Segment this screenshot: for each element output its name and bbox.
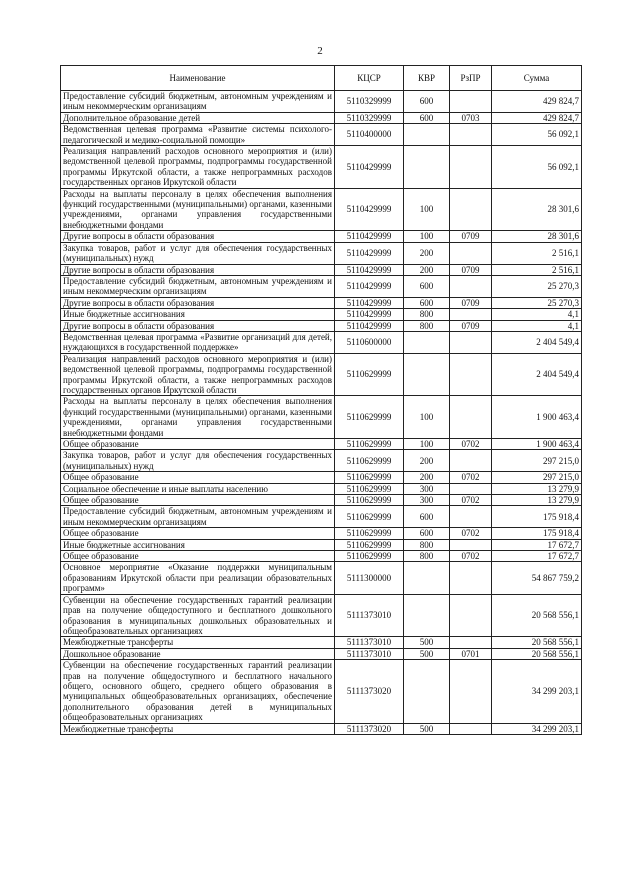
cell-kcsr: 5111373010 bbox=[335, 594, 404, 637]
cell-kvr: 600 bbox=[404, 275, 450, 297]
cell-name: Дошкольное образование bbox=[61, 648, 335, 659]
cell-rzpr bbox=[450, 396, 492, 439]
cell-name: Субвенции на обеспечение государственных гарантий реализации прав на получение общедоступного и бесплатного дошкольного образования в муниципальных дошкольных образовательных и общеобразовательных организациях bbox=[61, 594, 335, 637]
table-row bbox=[61, 188, 582, 231]
cell-name: Предоставление субсидий бюджетным, автономным учреждениям и иным некоммерческим организациям bbox=[61, 91, 335, 113]
table-row bbox=[61, 648, 582, 659]
cell-rzpr: 0709 bbox=[450, 297, 492, 308]
cell-kcsr: 5110600000 bbox=[335, 331, 404, 353]
cell-rzpr: 0709 bbox=[450, 231, 492, 242]
cell-kvr: 200 bbox=[404, 264, 450, 275]
cell-name: Общее образование bbox=[61, 472, 335, 483]
cell-kvr: 500 bbox=[404, 723, 450, 734]
cell-kvr: 600 bbox=[404, 112, 450, 123]
cell-name: Другие вопросы в области образования bbox=[61, 231, 335, 242]
cell-name: Иные бюджетные ассигнования bbox=[61, 309, 335, 320]
cell-sum: 25 270,3 bbox=[492, 275, 582, 297]
cell-kvr: 100 bbox=[404, 396, 450, 439]
cell-sum: 2 516,1 bbox=[492, 242, 582, 264]
cell-name: Другие вопросы в области образования bbox=[61, 320, 335, 331]
cell-rzpr: 0702 bbox=[450, 495, 492, 506]
table-row bbox=[61, 551, 582, 562]
cell-rzpr bbox=[450, 539, 492, 550]
cell-kvr: 200 bbox=[404, 472, 450, 483]
table-row bbox=[61, 450, 582, 472]
cell-sum: 56 092,1 bbox=[492, 124, 582, 146]
cell-name: Предоставление субсидий бюджетным, автономным учреждениям и иным некоммерческим организациям bbox=[61, 506, 335, 528]
table-row bbox=[61, 275, 582, 297]
cell-kvr: 200 bbox=[404, 242, 450, 264]
cell-rzpr bbox=[450, 594, 492, 637]
cell-rzpr bbox=[450, 637, 492, 648]
cell-kcsr: 5110629999 bbox=[335, 439, 404, 450]
cell-kvr bbox=[404, 594, 450, 637]
cell-kvr: 600 bbox=[404, 528, 450, 539]
table-row bbox=[61, 91, 582, 113]
cell-name: Ведомственная целевая программа «Развитие системы психолого-педагогической и медико-социальной помощи» bbox=[61, 124, 335, 146]
header-rzpr: РзПР bbox=[450, 66, 492, 91]
cell-kcsr: 5111300000 bbox=[335, 562, 404, 594]
cell-rzpr bbox=[450, 124, 492, 146]
cell-rzpr: 0703 bbox=[450, 112, 492, 123]
table-row bbox=[61, 660, 582, 723]
cell-sum: 2 404 549,4 bbox=[492, 353, 582, 396]
table-row bbox=[61, 396, 582, 439]
cell-kvr: 500 bbox=[404, 648, 450, 659]
cell-kvr bbox=[404, 146, 450, 189]
table-row bbox=[61, 506, 582, 528]
cell-kcsr: 5111373010 bbox=[335, 648, 404, 659]
cell-kcsr: 5110429999 bbox=[335, 309, 404, 320]
table-row bbox=[61, 495, 582, 506]
cell-name: Другие вопросы в области образования bbox=[61, 297, 335, 308]
cell-kvr bbox=[404, 331, 450, 353]
cell-kcsr: 5110629999 bbox=[335, 396, 404, 439]
cell-rzpr bbox=[450, 450, 492, 472]
table-row bbox=[61, 231, 582, 242]
table-row bbox=[61, 637, 582, 648]
cell-sum: 4,1 bbox=[492, 320, 582, 331]
table-row bbox=[61, 242, 582, 264]
cell-name: Субвенции на обеспечение государственных гарантий реализации прав на получение общедоступного и бесплатного начального общего, основного общего, среднего общего образования в муниципальных общеобразовательных организациях, обеспечение дополнительного образования детей в муниципальных общеобразовательных организациях bbox=[61, 660, 335, 723]
header-kvr: КВР bbox=[404, 66, 450, 91]
cell-rzpr bbox=[450, 275, 492, 297]
cell-kvr: 500 bbox=[404, 637, 450, 648]
cell-rzpr: 0709 bbox=[450, 320, 492, 331]
cell-kcsr: 5110400000 bbox=[335, 124, 404, 146]
cell-kcsr: 5110429999 bbox=[335, 275, 404, 297]
cell-rzpr bbox=[450, 660, 492, 723]
cell-kvr: 600 bbox=[404, 506, 450, 528]
table-row bbox=[61, 146, 582, 189]
cell-rzpr: 0702 bbox=[450, 551, 492, 562]
cell-sum: 17 672,7 bbox=[492, 551, 582, 562]
cell-kvr: 600 bbox=[404, 297, 450, 308]
cell-kvr: 100 bbox=[404, 231, 450, 242]
cell-kvr: 200 bbox=[404, 450, 450, 472]
cell-sum: 28 301,6 bbox=[492, 231, 582, 242]
cell-kvr: 800 bbox=[404, 320, 450, 331]
cell-sum: 56 092,1 bbox=[492, 146, 582, 189]
cell-rzpr bbox=[450, 723, 492, 734]
cell-kcsr: 5111373020 bbox=[335, 660, 404, 723]
cell-kvr: 100 bbox=[404, 188, 450, 231]
cell-name: Общее образование bbox=[61, 551, 335, 562]
cell-kvr bbox=[404, 562, 450, 594]
cell-name: Межбюджетные трансферты bbox=[61, 637, 335, 648]
cell-rzpr bbox=[450, 506, 492, 528]
cell-name: Расходы на выплаты персоналу в целях обеспечения выполнения функций государственными (муниципальными) органами, казенными учреждениями, органами управления государственными внебюджетными фондами bbox=[61, 396, 335, 439]
cell-kvr: 100 bbox=[404, 439, 450, 450]
table-row bbox=[61, 264, 582, 275]
cell-rzpr bbox=[450, 483, 492, 494]
cell-name: Основное мероприятие «Оказание поддержки муниципальным образованиям Иркутской области при реализации образовательных программ» bbox=[61, 562, 335, 594]
table-row bbox=[61, 124, 582, 146]
table-row bbox=[61, 562, 582, 594]
cell-rzpr bbox=[450, 331, 492, 353]
cell-name: Реализация направлений расходов основного мероприятия и (или) ведомственной целевой программы, подпрограммы государственной программы Иркутской области, а также непрограммных расходов государственных органов Иркутской области bbox=[61, 353, 335, 396]
cell-name: Закупка товаров, работ и услуг для обеспечения государственных (муниципальных) нужд bbox=[61, 450, 335, 472]
cell-kvr: 600 bbox=[404, 91, 450, 113]
cell-kcsr: 5110429999 bbox=[335, 320, 404, 331]
cell-kcsr: 5110329999 bbox=[335, 112, 404, 123]
cell-sum: 34 299 203,1 bbox=[492, 723, 582, 734]
cell-name: Общее образование bbox=[61, 495, 335, 506]
cell-kvr: 800 bbox=[404, 551, 450, 562]
cell-rzpr: 0702 bbox=[450, 439, 492, 450]
cell-sum: 175 918,4 bbox=[492, 528, 582, 539]
cell-sum: 1 900 463,4 bbox=[492, 396, 582, 439]
cell-sum: 34 299 203,1 bbox=[492, 660, 582, 723]
cell-sum: 297 215,0 bbox=[492, 472, 582, 483]
cell-rzpr bbox=[450, 353, 492, 396]
cell-kcsr: 5110429999 bbox=[335, 188, 404, 231]
cell-kcsr: 5111373010 bbox=[335, 637, 404, 648]
cell-kcsr: 5110629999 bbox=[335, 483, 404, 494]
header-name: Наименование bbox=[61, 66, 335, 91]
cell-sum: 429 824,7 bbox=[492, 91, 582, 113]
cell-sum: 13 279,9 bbox=[492, 483, 582, 494]
cell-name: Социальное обеспечение и иные выплаты населению bbox=[61, 483, 335, 494]
cell-name: Иные бюджетные ассигнования bbox=[61, 539, 335, 550]
budget-table bbox=[60, 65, 582, 735]
cell-kcsr: 5110629999 bbox=[335, 472, 404, 483]
cell-rzpr bbox=[450, 188, 492, 231]
cell-sum: 2 516,1 bbox=[492, 264, 582, 275]
cell-rzpr: 0702 bbox=[450, 528, 492, 539]
cell-name: Дополнительное образование детей bbox=[61, 112, 335, 123]
table-row bbox=[61, 594, 582, 637]
cell-name: Расходы на выплаты персоналу в целях обеспечения выполнения функций государственными (муниципальными) органами, казенными учреждениями, органами управления государственными внебюджетными фондами bbox=[61, 188, 335, 231]
cell-kcsr: 5110629999 bbox=[335, 528, 404, 539]
cell-name: Другие вопросы в области образования bbox=[61, 264, 335, 275]
cell-rzpr: 0709 bbox=[450, 264, 492, 275]
cell-rzpr bbox=[450, 146, 492, 189]
cell-sum: 13 279,9 bbox=[492, 495, 582, 506]
cell-name: Закупка товаров, работ и услуг для обеспечения государственных (муниципальных) нужд bbox=[61, 242, 335, 264]
cell-kvr: 300 bbox=[404, 495, 450, 506]
table-row bbox=[61, 472, 582, 483]
cell-sum: 54 867 759,2 bbox=[492, 562, 582, 594]
cell-name: Межбюджетные трансферты bbox=[61, 723, 335, 734]
cell-kcsr: 5110629999 bbox=[335, 450, 404, 472]
cell-sum: 175 918,4 bbox=[492, 506, 582, 528]
table-row bbox=[61, 723, 582, 734]
cell-sum: 20 568 556,1 bbox=[492, 648, 582, 659]
cell-rzpr: 0702 bbox=[450, 472, 492, 483]
cell-sum: 429 824,7 bbox=[492, 112, 582, 123]
cell-kvr bbox=[404, 353, 450, 396]
cell-sum: 17 672,7 bbox=[492, 539, 582, 550]
cell-kcsr: 5110629999 bbox=[335, 539, 404, 550]
cell-kvr: 800 bbox=[404, 539, 450, 550]
cell-kcsr: 5111373020 bbox=[335, 723, 404, 734]
table-body bbox=[61, 91, 582, 735]
table-row bbox=[61, 539, 582, 550]
table-row bbox=[61, 439, 582, 450]
cell-kcsr: 5110629999 bbox=[335, 353, 404, 396]
cell-name: Реализация направлений расходов основного мероприятия и (или) ведомственной целевой программы, подпрограммы государственной программы Иркутской области, а также непрограммных расходов государственных органов Иркутской области bbox=[61, 146, 335, 189]
cell-sum: 2 404 549,4 bbox=[492, 331, 582, 353]
cell-sum: 25 270,3 bbox=[492, 297, 582, 308]
cell-kcsr: 5110629999 bbox=[335, 495, 404, 506]
table-row bbox=[61, 528, 582, 539]
cell-sum: 20 568 556,1 bbox=[492, 637, 582, 648]
cell-sum: 297 215,0 bbox=[492, 450, 582, 472]
cell-rzpr bbox=[450, 91, 492, 113]
cell-name: Общее образование bbox=[61, 439, 335, 450]
cell-kvr: 800 bbox=[404, 309, 450, 320]
cell-name: Общее образование bbox=[61, 528, 335, 539]
cell-sum: 20 568 556,1 bbox=[492, 594, 582, 637]
cell-kcsr: 5110629999 bbox=[335, 506, 404, 528]
cell-rzpr: 0701 bbox=[450, 648, 492, 659]
table-row bbox=[61, 112, 582, 123]
cell-name: Предоставление субсидий бюджетным, автономным учреждениям и иным некоммерческим организациям bbox=[61, 275, 335, 297]
cell-kvr bbox=[404, 124, 450, 146]
cell-sum: 4,1 bbox=[492, 309, 582, 320]
cell-name: Ведомственная целевая программа «Развитие организаций для детей, нуждающихся в государственной поддержке» bbox=[61, 331, 335, 353]
table-row bbox=[61, 483, 582, 494]
table-row bbox=[61, 353, 582, 396]
cell-rzpr bbox=[450, 242, 492, 264]
cell-kvr bbox=[404, 660, 450, 723]
cell-kcsr: 5110429999 bbox=[335, 146, 404, 189]
cell-sum: 1 900 463,4 bbox=[492, 439, 582, 450]
cell-kvr: 300 bbox=[404, 483, 450, 494]
header-row bbox=[61, 66, 582, 91]
header-kcsr: КЦСР bbox=[335, 66, 404, 91]
cell-kcsr: 5110429999 bbox=[335, 231, 404, 242]
table-row bbox=[61, 309, 582, 320]
cell-kcsr: 5110629999 bbox=[335, 551, 404, 562]
header-sum: Сумма bbox=[492, 66, 582, 91]
table-row bbox=[61, 320, 582, 331]
page-number: 2 bbox=[317, 45, 323, 57]
cell-kcsr: 5110429999 bbox=[335, 297, 404, 308]
table-row bbox=[61, 331, 582, 353]
cell-sum: 28 301,6 bbox=[492, 188, 582, 231]
cell-rzpr bbox=[450, 562, 492, 594]
cell-kcsr: 5110429999 bbox=[335, 264, 404, 275]
cell-rzpr bbox=[450, 309, 492, 320]
table-row bbox=[61, 297, 582, 308]
cell-kcsr: 5110429999 bbox=[335, 242, 404, 264]
cell-kcsr: 5110329999 bbox=[335, 91, 404, 113]
